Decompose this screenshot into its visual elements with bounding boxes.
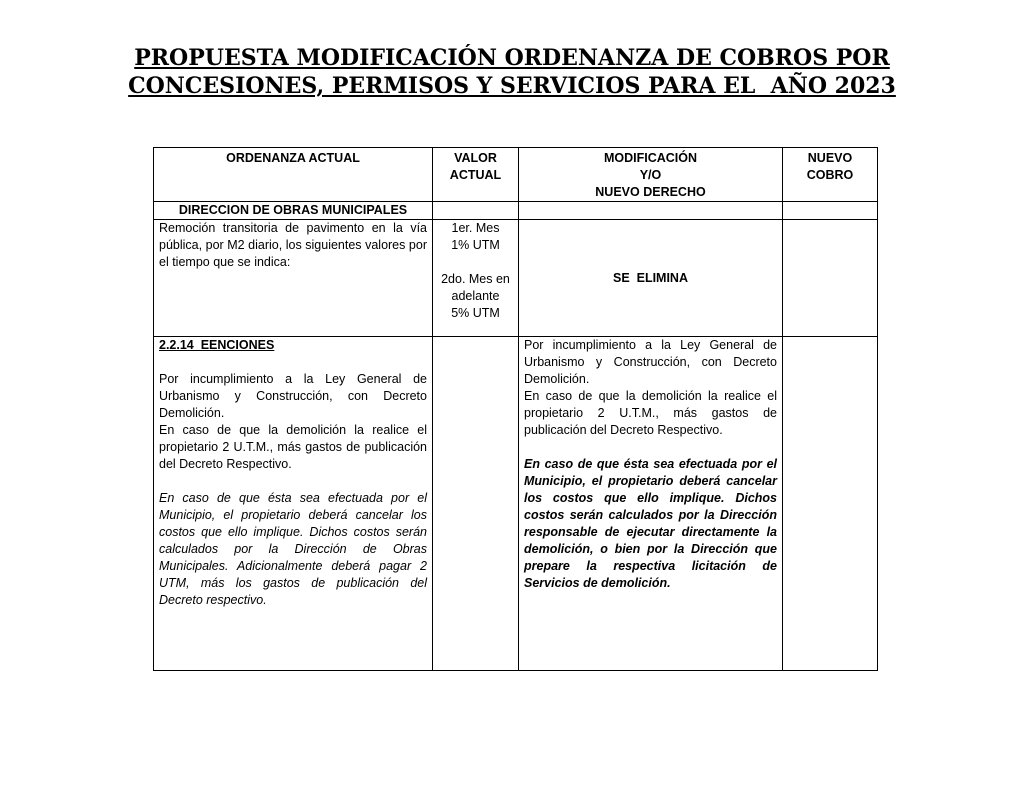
row2-ordenanza-p3: En caso de que ésta sea efectuada por el Municipio, el propietario deberá cancelar los costos que ello implique. Dichos costos serán calculados por la Dirección de Obras Municipales. Adicionalmente deberá pagar 2 UTM, más los gastos de publicación del Decreto respectivo. xyxy=(159,491,427,607)
document-title xyxy=(0,44,1024,100)
row1-valor-line1: 1er. Mes xyxy=(451,221,500,235)
row2-mod-p1: Por incumplimiento a la Ley General de Urbanismo y Construcción, con Decreto Demolición. xyxy=(524,338,777,386)
header-mod-line3: NUEVO DERECHO xyxy=(595,185,706,199)
section-row xyxy=(154,202,878,220)
table-row xyxy=(154,220,878,337)
header-valor-line2: ACTUAL xyxy=(449,168,502,182)
title-line-1: PROPUESTA MODIFICACIÓN ORDENANZA DE COBROS POR xyxy=(134,45,890,71)
row1-se-elimina: SE ELIMINA xyxy=(612,270,688,285)
section-empty-cell xyxy=(433,202,519,220)
section-empty-cell xyxy=(519,202,783,220)
row2-mod-p3: En caso de que ésta sea efectuada por el Municipio, el propietario deberá cancelar los costos que ello implique. Dichos costos serán calculados por la Dirección responsable de ejecutar directamente la demolición, o bien por la Dirección que prepare la respectiva licitación de Servicios de demolición. xyxy=(524,457,777,590)
title-line-2: CONCESIONES, PERMISOS Y SERVICIOS PARA EL AÑO 2023 xyxy=(128,73,896,99)
row2-nuevo-cobro xyxy=(783,337,878,671)
header-nuevo-line1: NUEVO xyxy=(807,151,853,165)
row1-ordenanza: Remoción transitoria de pavimento en la vía pública, por M2 diario, los siguientes valores por el tiempo que se indica: xyxy=(154,220,433,337)
row1-modificacion xyxy=(519,220,783,337)
header-valor-line1: VALOR xyxy=(454,151,497,165)
section-title: DIRECCION DE OBRAS MUNICIPALES xyxy=(154,202,433,220)
header-modificacion xyxy=(519,148,783,202)
section-empty-cell xyxy=(783,202,878,220)
table-header-row xyxy=(154,148,878,202)
ordinance-table xyxy=(153,147,878,671)
row2-valor xyxy=(433,337,519,671)
header-valor-actual xyxy=(433,148,519,202)
header-ordenanza-actual: ORDENANZA ACTUAL xyxy=(154,148,433,202)
header-mod-line2: Y/O xyxy=(639,168,662,182)
row2-ordenanza-p1: Por incumplimiento a la Ley General de Urbanismo y Construcción, con Decreto Demolición. xyxy=(159,372,427,420)
row2-heading: 2.2.14 EENCIONES xyxy=(159,338,275,352)
header-nuevo-cobro xyxy=(783,148,878,202)
row2-ordenanza-p2: En caso de que la demolición la realice el propietario 2 U.T.M., más gastos de publicación del Decreto Respectivo. xyxy=(159,423,427,471)
header-nuevo-line2: COBRO xyxy=(806,168,854,182)
row1-valor-line5: 5% UTM xyxy=(451,306,500,320)
row2-ordenanza xyxy=(154,337,433,671)
row1-valor xyxy=(433,220,519,337)
row1-valor-line4: adelante xyxy=(451,289,500,303)
row1-valor-line3: 2do. Mes en xyxy=(441,272,510,286)
row1-nuevo-cobro xyxy=(783,220,878,337)
row1-valor-line2: 1% UTM xyxy=(451,238,500,252)
table-row xyxy=(154,337,878,671)
row2-mod-p2: En caso de que la demolición la realice el propietario 2 U.T.M., más gastos de publicación del Decreto Respectivo. xyxy=(524,389,777,437)
row2-modificacion xyxy=(519,337,783,671)
header-mod-line1: MODIFICACIÓN xyxy=(603,151,698,165)
